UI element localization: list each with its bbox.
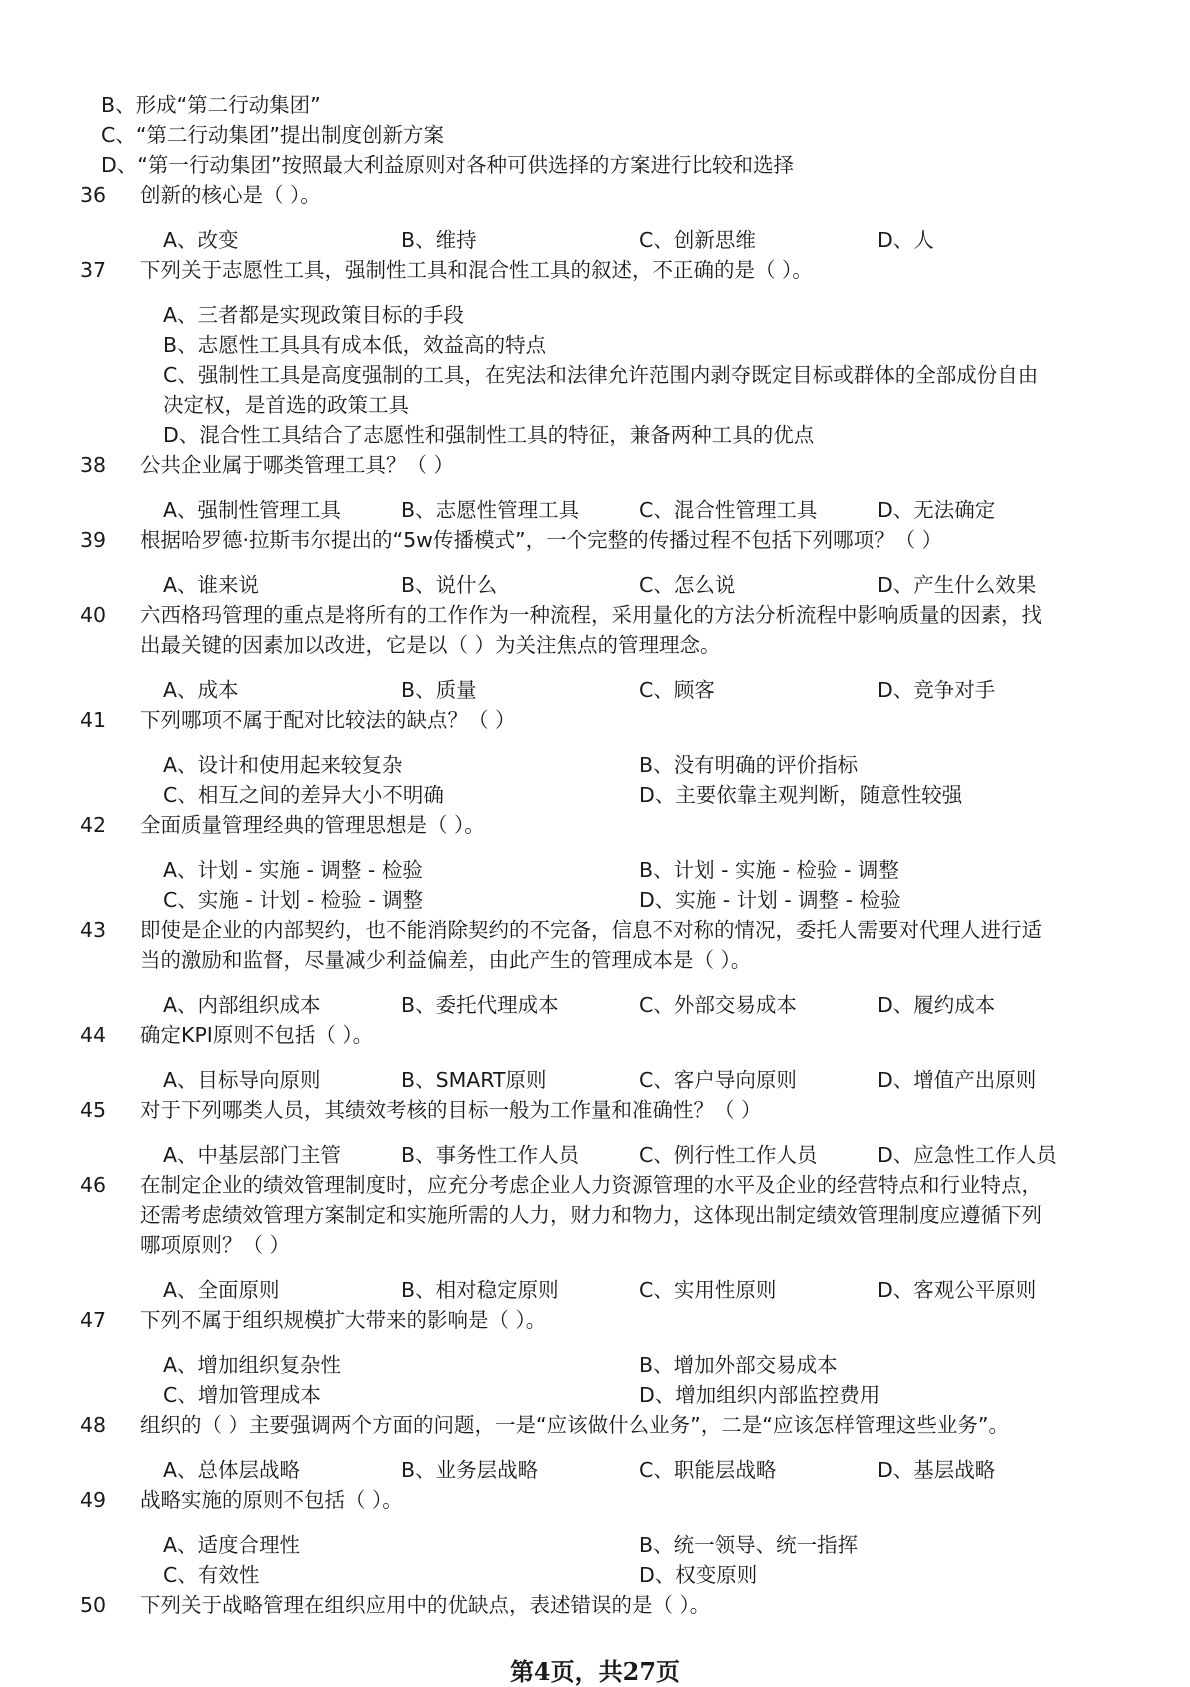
option-b: B、增加外部交易成本 [639,1353,838,1377]
question-text-continued: 哪项原则？（ ） [140,1233,291,1257]
option-c: C、客户导向原则 [639,1068,797,1092]
question-text-continued: 当的激励和监督，尽量减少利益偏差，由此产生的管理成本是（ ）。 [140,948,752,972]
option-d: D、无法确定 [877,498,996,522]
option-d: D、客观公平原则 [877,1278,1037,1302]
option-a: A、中基层部门主管 [163,1143,342,1167]
option-a: A、三者都是实现政策目标的手段 [163,303,465,327]
question-number: 44 [80,1023,107,1047]
option-b: B、维持 [401,228,477,252]
question-text: 根据哈罗德·拉斯韦尔提出的“5w传播模式”，一个完整的传播过程不包括下列哪项？（ ） [140,528,943,552]
option-a: A、强制性管理工具 [163,498,342,522]
question-number: 40 [80,603,107,627]
option-a: A、总体层战略 [163,1458,301,1482]
option-b: B、计划 - 实施 - 检验 - 调整 [639,858,899,882]
option-c: C、怎么说 [639,573,736,597]
option-d: D、人 [877,228,934,252]
question-text: 在制定企业的绩效管理制度时，应充分考虑企业人力资源管理的水平及企业的经营特点和行业特点， [140,1173,1042,1197]
option-a: A、内部组织成本 [163,993,321,1017]
option-d: D、竞争对手 [877,678,996,702]
option-a: A、增加组织复杂性 [163,1353,342,1377]
option-a: A、计划 - 实施 - 调整 - 检验 [163,858,423,882]
option-d: D、增值产出原则 [877,1068,1037,1092]
question-text: 全面质量管理经典的管理思想是（ ）。 [140,813,485,837]
option-d: D、履约成本 [877,993,996,1017]
question-number: 39 [80,528,107,552]
question-number: 48 [80,1413,107,1437]
option-a: A、设计和使用起来较复杂 [163,753,403,777]
question-text: 六西格玛管理的重点是将所有的工作作为一种流程，采用量化的方法分析流程中影响质量的因素，找 [140,603,1042,627]
option-c: C、职能层战略 [639,1458,777,1482]
option-b: B、委托代理成本 [401,993,559,1017]
question-number: 47 [80,1308,107,1332]
option-d: D、增加组织内部监控费用 [639,1383,881,1407]
option-d: D、权变原则 [639,1563,758,1587]
option-d: D、实施 - 计划 - 调整 - 检验 [639,888,901,912]
option-d: D、混合性工具结合了志愿性和强制性工具的特征，兼备两种工具的优点 [163,423,815,447]
question-text: 组织的（ ）主要强调两个方面的问题，一是“应该做什么业务”，二是“应该怎样管理这些业务”。 [140,1413,1009,1437]
option-b: B、质量 [401,678,477,702]
option-b: B、志愿性工具具有成本低，效益高的特点 [163,333,547,357]
option-b: B、统一领导、统一指挥 [639,1533,859,1557]
question-number: 38 [80,453,107,477]
option-a: A、改变 [163,228,239,252]
option-b: B、志愿性管理工具 [401,498,580,522]
question-text: 下列不属于组织规模扩大带来的影响是（ ）。 [140,1308,547,1332]
option-a: A、目标导向原则 [163,1068,321,1092]
question-number: 36 [80,183,107,207]
option-d: D、产生什么效果 [877,573,1037,597]
option-c-prev: C、“第二行动集团”提出制度创新方案 [101,123,445,147]
option-c: C、顾客 [639,678,715,702]
question-text: 下列哪项不属于配对比较法的缺点？（ ） [140,708,516,732]
option-b-prev: B、形成“第二行动集团” [101,93,321,117]
option-b: B、业务层战略 [401,1458,539,1482]
option-a: A、成本 [163,678,239,702]
option-c: C、相互之间的差异大小不明确 [163,783,444,807]
option-d: D、应急性工作人员 [877,1143,1057,1167]
option-b: B、SMART原则 [401,1068,547,1092]
question-text-continued: 出最关键的因素加以改进，它是以（ ）为关注焦点的管理理念。 [140,633,721,657]
option-c: C、外部交易成本 [639,993,797,1017]
question-text: 创新的核心是（ ）。 [140,183,321,207]
question-text-continued: 还需考虑绩效管理方案制定和实施所需的人力，财力和物力，这体现出制定绩效管理制度应遵循下列 [140,1203,1042,1227]
option-c: C、混合性管理工具 [639,498,818,522]
question-text: 确定KPI原则不包括（ ）。 [140,1023,374,1047]
question-number: 49 [80,1488,107,1512]
option-c: C、强制性工具是高度强制的工具，在宪法和法律允许范围内剥夺既定目标或群体的全部成份自由 [163,363,1039,387]
option-a: A、全面原则 [163,1278,280,1302]
question-text: 下列关于战略管理在组织应用中的优缺点，表述错误的是（ ）。 [140,1593,711,1617]
question-number: 50 [80,1593,107,1617]
option-c: C、增加管理成本 [163,1383,321,1407]
question-text: 下列关于志愿性工具，强制性工具和混合性工具的叙述，不正确的是（ ）。 [140,258,813,282]
option-a: A、适度合理性 [163,1533,301,1557]
question-text: 战略实施的原则不包括（ ）。 [140,1488,403,1512]
option-b: B、没有明确的评价指标 [639,753,859,777]
option-c-continued: 决定权，是首选的政策工具 [163,393,409,417]
option-c: C、有效性 [163,1563,260,1587]
option-b: B、说什么 [401,573,498,597]
option-d-prev: D、“第一行动集团”按照最大利益原则对各种可供选择的方案进行比较和选择 [101,153,795,177]
page-footer: 第4页，共27页 [509,1657,681,1686]
question-number: 41 [80,708,107,732]
question-text: 对于下列哪类人员，其绩效考核的目标一般为工作量和准确性？（ ） [140,1098,762,1122]
question-number: 45 [80,1098,107,1122]
option-c: C、创新思维 [639,228,756,252]
option-c: C、实施 - 计划 - 检验 - 调整 [163,888,424,912]
question-number: 37 [80,258,107,282]
question-number: 42 [80,813,107,837]
question-number: 46 [80,1173,107,1197]
question-text: 即使是企业的内部契约，也不能消除契约的不完备，信息不对称的情况，委托人需要对代理人进行适 [140,918,1042,942]
option-a: A、谁来说 [163,573,260,597]
option-c: C、例行性工作人员 [639,1143,818,1167]
question-number: 43 [80,918,107,942]
option-b: B、相对稳定原则 [401,1278,559,1302]
option-d: D、基层战略 [877,1458,996,1482]
question-text: 公共企业属于哪类管理工具？（ ） [140,453,455,477]
option-d: D、主要依靠主观判断，随意性较强 [639,783,963,807]
option-c: C、实用性原则 [639,1278,777,1302]
option-b: B、事务性工作人员 [401,1143,580,1167]
